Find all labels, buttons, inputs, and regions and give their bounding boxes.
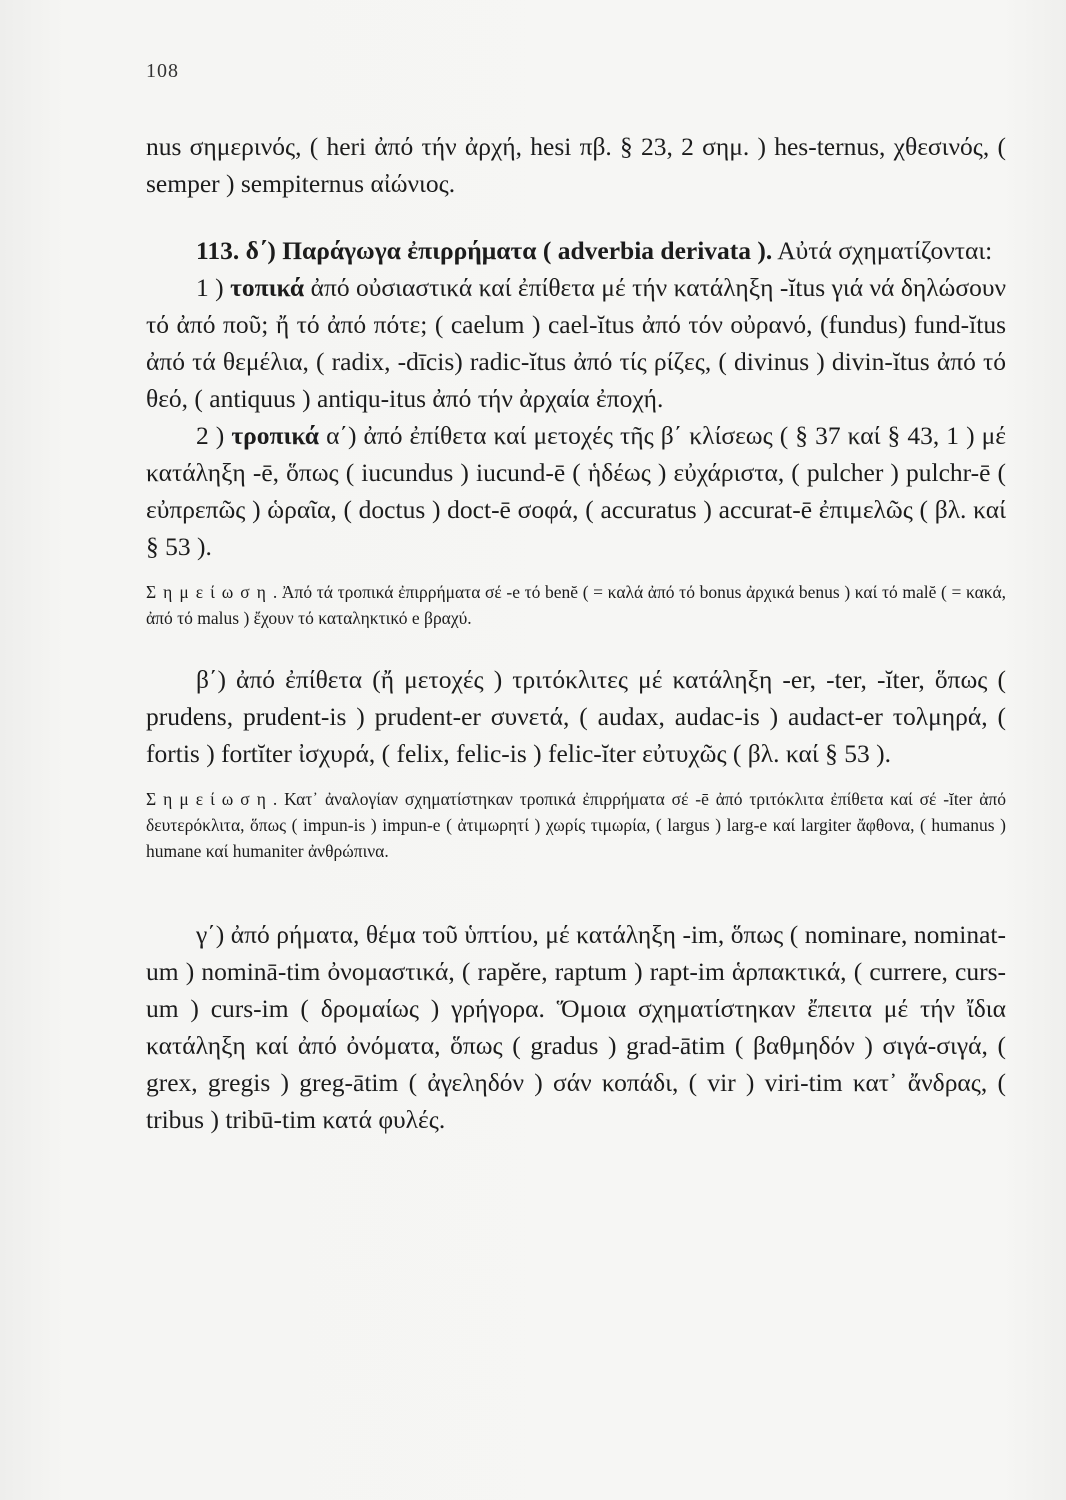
keyword-modal: τροπικά <box>231 421 320 450</box>
note-text: . Ἀπό τά τροπικά ἐπιρρήματα σέ -e τό benĕ ( = καλά ἀπό τό bonus ἀρχικά benus ) καί τό malĕ ( = κακά, ἀπό τό malus ) ἔχουν τό καταληκτικό e βραχύ. <box>146 582 1006 628</box>
section-intro: Αὐτά σχηματίζονται: <box>772 236 993 265</box>
paragraph-local-adverbs <box>146 269 1006 417</box>
paragraph-text: α΄) ἀπό ἐπίθετα καί μετοχές τῆς β΄ κλίσεως ( § 37 καί § 43, 1 ) μέ κατάληξη -ē, ὅπως ( iucundus ) iucund-ē ( ἡδέως ) εὐχάριστα, ( pulcher ) pulchr-ē ( εὐπρεπῶς ) ὡραῖα, ( doctus ) doct-ē σοφά, ( accuratus ) accurat-ē ἐπιμελῶς ( βλ. καί § 53 ). <box>146 421 1006 561</box>
keyword-local: τοπικά <box>230 273 305 302</box>
page-number: 108 <box>146 60 179 82</box>
section-113 <box>146 232 1006 269</box>
section-title: Παράγωγα ἐπιρρήματα ( adverbia derivata ). <box>282 236 773 265</box>
item-number: 1 ) <box>196 273 224 302</box>
paragraph-modal-adverbs <box>146 417 1006 565</box>
note-label: Σημείωση <box>146 582 273 602</box>
page-body <box>146 128 1006 1138</box>
note-text: . Κατ᾽ ἀναλογίαν σχηματίστηκαν τροπικά ἐπιρρήματα σέ -ē ἀπό τριτόκλιτα ἐπίθετα καί σέ -ĭter ἀπό δευτερόκλιτα, ὅπως ( impun-is ) impun-e ( ἀτιμωρητί ) χωρίς τιμωρία, ( largus ) larg-e καί largiter ἄφθονα, ( humanus ) humane καί humaniter ἀνθρώπινα. <box>146 789 1006 861</box>
item-number: 2 ) <box>196 421 225 450</box>
note-label: Σημείωση <box>146 789 273 809</box>
section-number: 113. δ΄) <box>196 236 276 265</box>
paragraph-text: ἀπό οὐσιαστικά καί ἐπίθετα μέ τήν κατάληξη -ĭtus γιά νά δηλώσουν τό ἀπό ποῦ; ἤ τό ἀπό πότε; ( caelum ) cael-ĭtus ἀπό τόν οὐρανό, (fundus) fund-ĭtus ἀπό τά θεμέλια, ( radix, -dīcis) radic-ĭtus ἀπό τίς ρίζες, ( divinus ) divin-ĭtus ἀπό τό θεό, ( antiquus ) antiqu-itus ἀπό τήν ἀρχαία ἐποχή. <box>146 273 1006 413</box>
paragraph-continuation: nus σημερινός, ( heri ἀπό τήν ἀρχή, hesi πβ. § 23, 2 σημ. ) hes-ternus, χθεσινός, ( semper ) sempiternus αἰώνιος. <box>146 132 1006 198</box>
note-2 <box>146 786 1006 864</box>
paragraph-c-adverbs: γ΄) ἀπό ρήματα, θέμα τοῦ ὑπτίου, μέ κατάληξη -im, ὅπως ( nominare, nominat-um ) nominā-tim ὀνομαστικά, ( rapĕre, raptum ) rapt-im ἁρπακτικά, ( currere, curs-um ) curs-im ( δρομαίως ) γρήγορα. Ὅμοια σχηματίστηκαν ἔπειτα μέ τήν ἴδια κατάληξη καί ἀπό ὀνόματα, ὅπως ( gradus ) grad-ātim ( βαθμηδόν ) σιγά-σιγά, ( grex, gregis ) greg-ātim ( ἀγεληδόν ) σάν κοπάδι, ( vir ) viri-tim κατ᾽ ἄνδρας, ( tribus ) tribū-tim κατά φυλές. <box>146 920 1006 1134</box>
note-1 <box>146 579 1006 631</box>
paragraph-b-adverbs: β΄) ἀπό ἐπίθετα (ἤ μετοχές ) τριτόκλιτες μέ κατάληξη -er, -ter, -ĭter, ὅπως ( prudens, prudent-is ) prudent-er συνετά, ( audax, audac-is ) audact-er τολμηρά, ( fortis ) fortĭter ἰσχυρά, ( felix, felic-is ) felic-ĭter εὐτυχῶς ( βλ. καί § 53 ). <box>146 665 1006 768</box>
